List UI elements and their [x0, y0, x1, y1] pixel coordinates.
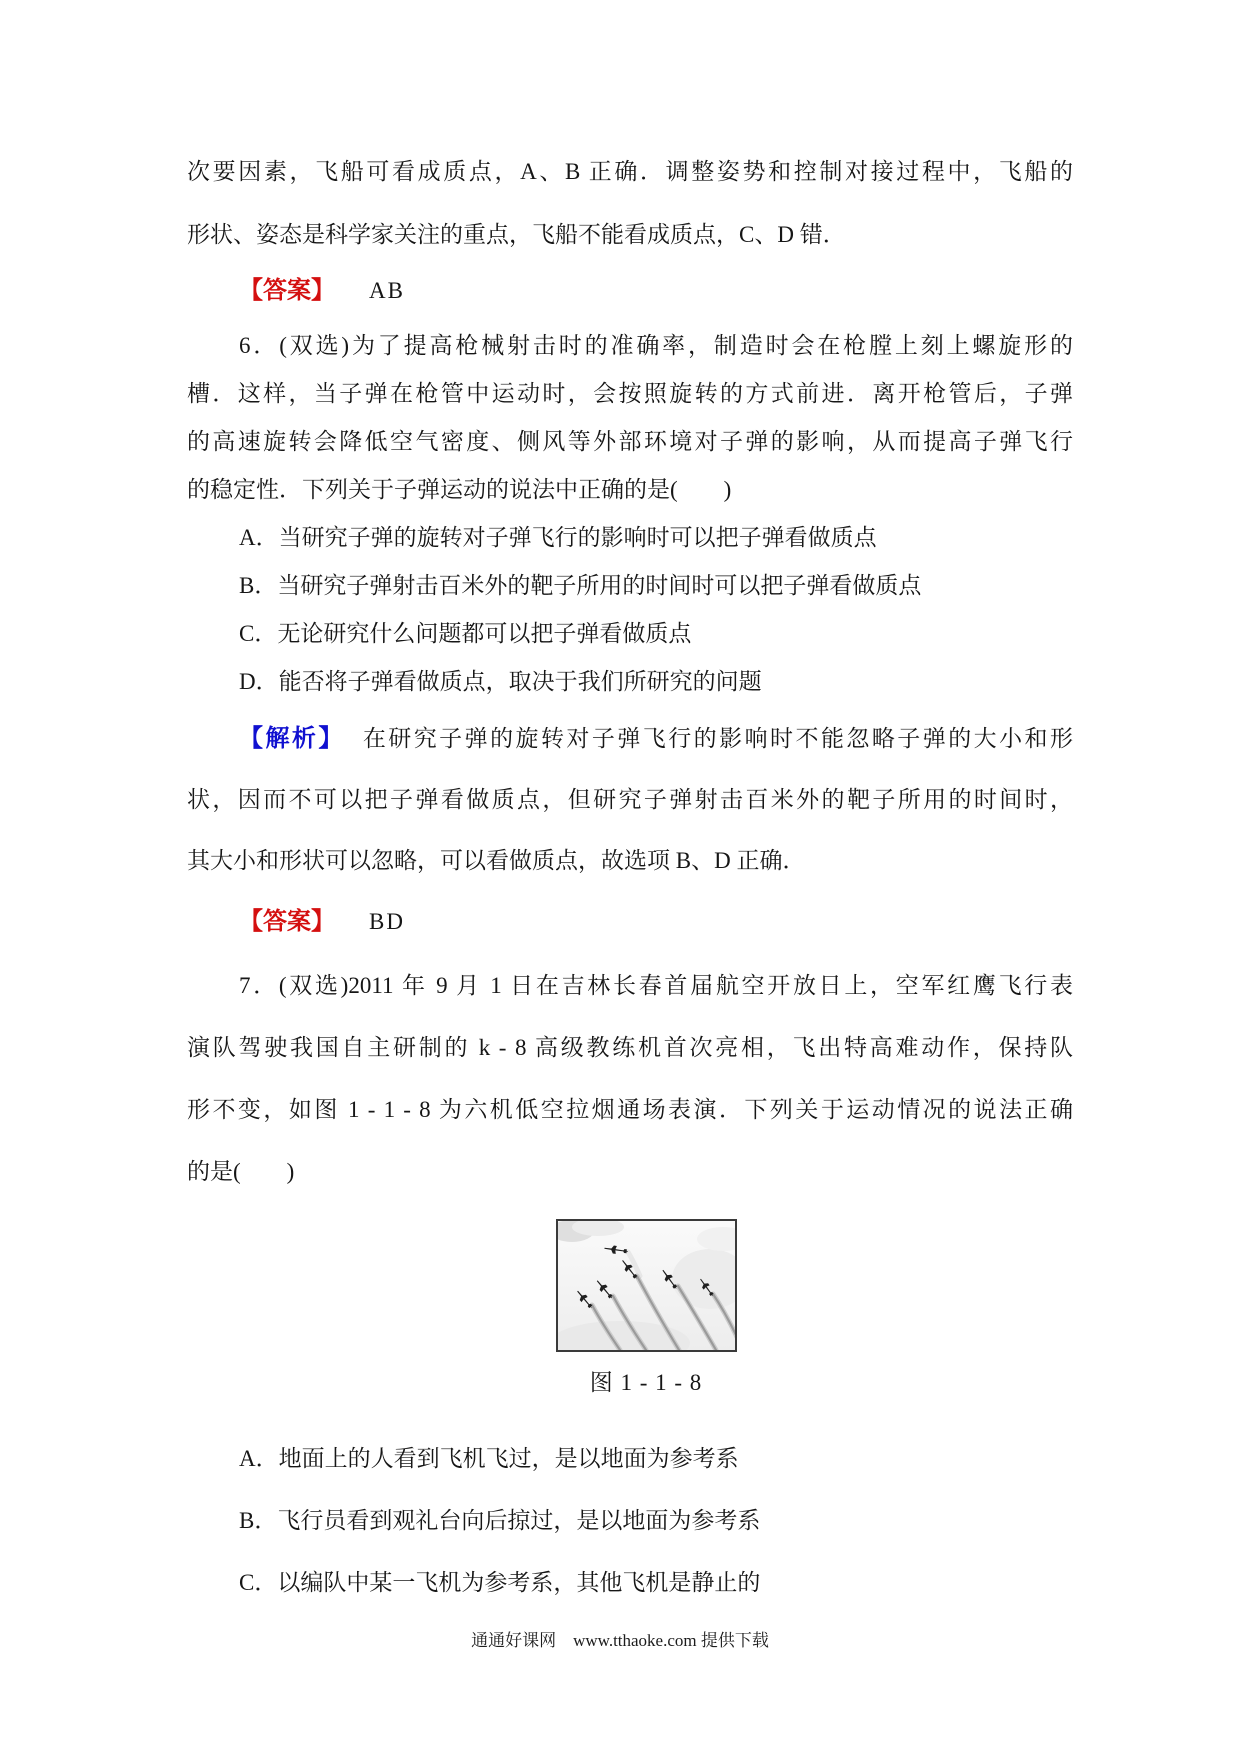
option-b: B．当研究子弹射击百米外的靶子所用的时间时可以把子弹看做质点 — [239, 573, 922, 598]
figure-caption: 图 1 - 1 - 8 — [589, 1370, 703, 1395]
answer-label: 【答案】 — [239, 278, 335, 304]
question-7-stem-line: 7．(双选)2011 年 9 月 1 日在吉林长春首届航空开放日上，空军红鹰飞行表 — [239, 973, 1073, 998]
body-line: 次要因素，飞船可看成质点，A、B 正确．调整姿势和控制对接过程中，飞船的 — [187, 159, 1073, 184]
question-6-stem-line: 槽．这样，当子弹在枪管中运动时，会按照旋转的方式前进．离开枪管后，子弹 — [187, 381, 1073, 406]
option-b: B．飞行员看到观礼台向后掠过，是以地面为参考系 — [239, 1508, 761, 1533]
jets-photo — [556, 1219, 737, 1352]
option-c: C．无论研究什么问题都可以把子弹看做质点 — [239, 621, 692, 646]
answer-value: AB — [369, 278, 405, 303]
question-7-stem-line: 的是( ) — [187, 1159, 295, 1184]
answer-value: BD — [369, 909, 405, 934]
figure-wrap — [556, 1219, 737, 1408]
question-6-stem-line: 6．(双选)为了提高枪械射击时的准确率，制造时会在枪膛上刻上螺旋形的 — [239, 333, 1073, 358]
option-d: D．能否将子弹看做质点，取决于我们所研究的问题 — [239, 669, 762, 694]
answer-block-q6 — [187, 897, 1073, 947]
analysis-line: 其大小和形状可以忽略，可以看做质点，故选项 B、D 正确． — [187, 848, 806, 873]
option-a: A．地面上的人看到飞机飞过，是以地面为参考系 — [239, 1446, 739, 1471]
question-6-stem-line: 的高速旋转会降低空气密度、侧风等外部环境对子弹的影响，从而提高子弹飞行 — [187, 429, 1073, 454]
option-a: A．当研究子弹的旋转对子弹飞行的影响时可以把子弹看做质点 — [239, 525, 877, 550]
analysis-label: 【解析】 — [239, 726, 345, 752]
question-6-stem — [187, 322, 1073, 514]
option-c: C．以编队中某一飞机为参考系，其他飞机是静止的 — [239, 1570, 761, 1595]
question-6-stem-line: 的稳定性．下列关于子弹运动的说法中正确的是( ) — [187, 477, 732, 502]
question-6-options — [187, 514, 1073, 706]
analysis-line — [187, 708, 1073, 769]
page-footer: 通通好课网 www.tthaoke.com 提供下载 — [471, 1631, 769, 1650]
question-7-stem-line: 形不变，如图 1 - 1 - 8 为六机低空拉烟通场表演．下列关于运动情况的说法正确 — [187, 1097, 1073, 1122]
answer-line — [187, 266, 1073, 316]
answer-block-q5 — [187, 266, 1073, 316]
question-7-stem — [187, 955, 1073, 1203]
question-7-stem-line: 演队驾驶我国自主研制的 k - 8 高级教练机首次亮相，飞出特高难动作，保持队 — [187, 1035, 1073, 1060]
analysis-block-q6 — [187, 708, 1073, 891]
analysis-line: 状，因而不可以把子弹看做质点，但研究子弹射击百米外的靶子所用的时间时， — [187, 787, 1073, 812]
answer-label: 【答案】 — [239, 909, 335, 935]
paragraph-continuation — [187, 140, 1073, 266]
question-7-options — [187, 1428, 1073, 1614]
figure-block — [187, 1219, 1073, 1408]
answer-line — [187, 897, 1073, 947]
analysis-text: 在研究子弹的旋转对子弹飞行的影响时不能忽略子弹的大小和形 — [362, 726, 1074, 751]
page-content — [187, 140, 1073, 1614]
body-line: 形状、姿态是科学家关注的重点，飞船不能看成质点，C、D 错． — [187, 222, 846, 247]
